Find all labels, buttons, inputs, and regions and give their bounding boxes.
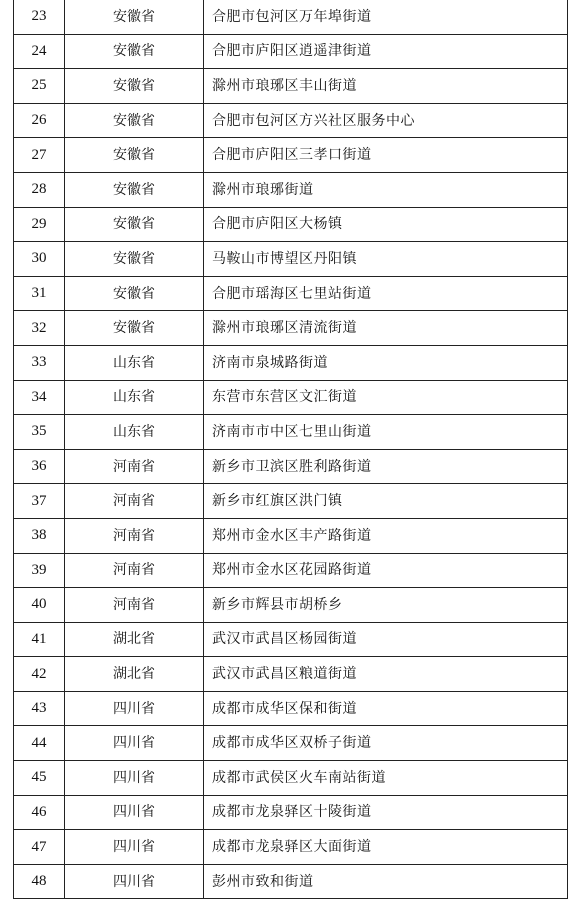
row-province: 安徽省 (65, 311, 204, 346)
row-province: 四川省 (65, 761, 204, 796)
row-province: 四川省 (65, 830, 204, 865)
row-province: 河南省 (65, 553, 204, 588)
table-row (14, 691, 568, 726)
district-table (13, 0, 568, 899)
row-number: 33 (14, 345, 65, 380)
row-province: 安徽省 (65, 242, 204, 277)
row-area: 济南市市中区七里山街道 (204, 415, 568, 450)
row-area: 合肥市庐阳区三孝口街道 (204, 138, 568, 173)
row-number: 42 (14, 657, 65, 692)
table-row (14, 276, 568, 311)
row-province: 四川省 (65, 795, 204, 830)
row-province: 安徽省 (65, 34, 204, 69)
table-row (14, 69, 568, 104)
row-area: 成都市武侯区火车南站街道 (204, 761, 568, 796)
row-number: 46 (14, 795, 65, 830)
row-area: 滁州市琅琊区清流街道 (204, 311, 568, 346)
row-province: 湖北省 (65, 657, 204, 692)
table-row (14, 207, 568, 242)
table-row (14, 657, 568, 692)
row-area: 合肥市庐阳区大杨镇 (204, 207, 568, 242)
row-province: 安徽省 (65, 276, 204, 311)
row-province: 河南省 (65, 484, 204, 519)
table-row (14, 622, 568, 657)
row-province: 河南省 (65, 518, 204, 553)
row-province: 河南省 (65, 449, 204, 484)
row-area: 滁州市琅琊区丰山街道 (204, 69, 568, 104)
row-number: 39 (14, 553, 65, 588)
row-number: 45 (14, 761, 65, 796)
row-province: 安徽省 (65, 0, 204, 34)
row-area: 成都市成华区双桥子街道 (204, 726, 568, 761)
row-area: 郑州市金水区丰产路街道 (204, 518, 568, 553)
table-row (14, 311, 568, 346)
row-number: 34 (14, 380, 65, 415)
table-row (14, 518, 568, 553)
table-row (14, 484, 568, 519)
row-area: 成都市成华区保和街道 (204, 691, 568, 726)
row-area: 合肥市包河区方兴社区服务中心 (204, 103, 568, 138)
row-province: 安徽省 (65, 103, 204, 138)
table-row (14, 345, 568, 380)
row-area: 新乡市卫滨区胜利路街道 (204, 449, 568, 484)
row-number: 40 (14, 588, 65, 623)
table-row (14, 34, 568, 69)
table-row (14, 449, 568, 484)
row-province: 山东省 (65, 415, 204, 450)
row-area: 合肥市包河区万年埠街道 (204, 0, 568, 34)
row-area: 彭州市致和街道 (204, 864, 568, 899)
row-province: 河南省 (65, 588, 204, 623)
table-row (14, 0, 568, 34)
row-area: 成都市龙泉驿区大面街道 (204, 830, 568, 865)
row-number: 31 (14, 276, 65, 311)
row-number: 37 (14, 484, 65, 519)
row-number: 38 (14, 518, 65, 553)
row-province: 山东省 (65, 380, 204, 415)
row-province: 山东省 (65, 345, 204, 380)
row-area: 新乡市辉县市胡桥乡 (204, 588, 568, 623)
row-number: 26 (14, 103, 65, 138)
table-row (14, 726, 568, 761)
row-number: 47 (14, 830, 65, 865)
row-province: 四川省 (65, 691, 204, 726)
row-area: 武汉市武昌区粮道街道 (204, 657, 568, 692)
row-area: 郑州市金水区花园路街道 (204, 553, 568, 588)
table-row (14, 864, 568, 899)
table-row (14, 588, 568, 623)
row-area: 东营市东营区文汇街道 (204, 380, 568, 415)
row-number: 36 (14, 449, 65, 484)
table-row (14, 795, 568, 830)
row-number: 44 (14, 726, 65, 761)
table-row (14, 761, 568, 796)
row-province: 湖北省 (65, 622, 204, 657)
row-province: 安徽省 (65, 138, 204, 173)
row-number: 35 (14, 415, 65, 450)
row-province: 四川省 (65, 726, 204, 761)
row-number: 25 (14, 69, 65, 104)
table-container (13, 0, 567, 899)
row-number: 29 (14, 207, 65, 242)
table-row (14, 415, 568, 450)
row-number: 30 (14, 242, 65, 277)
row-province: 四川省 (65, 864, 204, 899)
table-row (14, 138, 568, 173)
row-number: 41 (14, 622, 65, 657)
row-area: 合肥市庐阳区逍遥津街道 (204, 34, 568, 69)
row-province: 安徽省 (65, 172, 204, 207)
table-row (14, 103, 568, 138)
row-area: 马鞍山市博望区丹阳镇 (204, 242, 568, 277)
row-area: 武汉市武昌区杨园街道 (204, 622, 568, 657)
row-area: 滁州市琅琊街道 (204, 172, 568, 207)
row-number: 32 (14, 311, 65, 346)
row-province: 安徽省 (65, 207, 204, 242)
table-row (14, 242, 568, 277)
table-row (14, 380, 568, 415)
row-number: 24 (14, 34, 65, 69)
table-row (14, 172, 568, 207)
row-number: 23 (14, 0, 65, 34)
row-area: 成都市龙泉驿区十陵街道 (204, 795, 568, 830)
row-number: 43 (14, 691, 65, 726)
row-area: 济南市泉城路街道 (204, 345, 568, 380)
table-row (14, 830, 568, 865)
table-body (14, 0, 568, 899)
row-area: 新乡市红旗区洪门镇 (204, 484, 568, 519)
row-number: 48 (14, 864, 65, 899)
table-row (14, 553, 568, 588)
row-number: 27 (14, 138, 65, 173)
row-area: 合肥市瑶海区七里站街道 (204, 276, 568, 311)
row-number: 28 (14, 172, 65, 207)
row-province: 安徽省 (65, 69, 204, 104)
